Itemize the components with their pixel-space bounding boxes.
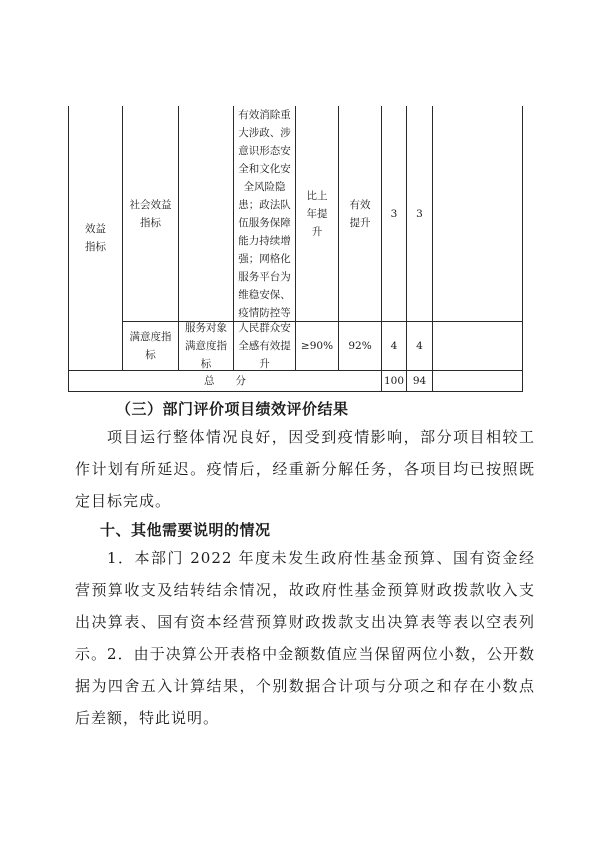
cell-level2-satisfaction: 服务对象满意度指标 — [185, 322, 227, 370]
cell-total-weight: 100 — [383, 375, 405, 387]
section-heading-evaluation-result: （三）部门评价项目绩效评价结果 — [116, 400, 349, 418]
cell-note-benefit — [433, 106, 522, 321]
cell-total-score: 94 — [412, 375, 427, 387]
cell-score-satisfaction: 4 — [416, 340, 423, 352]
section-heading-other-notes: 十、其他需要说明的情况 — [100, 521, 271, 539]
cell-total-note — [433, 371, 522, 391]
cell-target-benefit: 比上年提升 — [306, 189, 328, 238]
cell-weight-benefit: 3 — [390, 207, 398, 220]
paragraph-note-1: 1．本部门 2022 年度未发生政府性基金预算、国有资金经营预算收支及结转结余情况，故政府性基金预算财政拨款收入支出决算表、国有资本经营预算财政拨款支出决算表等表以空表列示。 — [75, 549, 535, 663]
cell-actual-satisfaction: 92% — [348, 340, 372, 352]
cell-level1-benefit: 效益指标 — [85, 223, 106, 253]
cell-score-benefit: 3 — [416, 207, 423, 220]
table-border-right — [522, 106, 523, 392]
cell-total-label: 总 分 — [204, 375, 246, 387]
cell-indicator-benefit: 有效消除重大涉政、涉意识形态安全和文化安全风险隐患；政法队伍服务保障能力持续增强；网格化服务平台为维稳安保、疫情防控等 — [238, 109, 291, 319]
cell-note-satisfaction — [433, 322, 522, 370]
cell-actual-benefit: 有效提升 — [349, 198, 371, 229]
cell-level1-satisfaction: 满意度指标 — [129, 331, 172, 361]
table-border-bottom — [68, 391, 523, 392]
cell-level2-social: 社会效益指标 — [129, 198, 172, 229]
cell-weight-satisfaction: 4 — [390, 340, 398, 352]
paragraph-evaluation-result: 项目运行整体情况良好，因受到疫情影响，部分项目相较工作计划有所延迟。疫情后，经重新分解任务，各项目均已按照既定目标完成。 — [75, 428, 535, 510]
cell-indicator-satisfaction: 人民群众安全感有效提升 — [238, 322, 291, 370]
performance-table — [68, 106, 523, 391]
cell-target-satisfaction: ≥90% — [300, 340, 334, 352]
table-row — [69, 106, 122, 370]
paragraph-note-2: 2．由于决算公开表格中金额数值应当保留两位小数，公开数据为四舍五入计算结果，个别数据合计项与分项之和存在小数点后差额，特此说明。 — [75, 645, 535, 727]
